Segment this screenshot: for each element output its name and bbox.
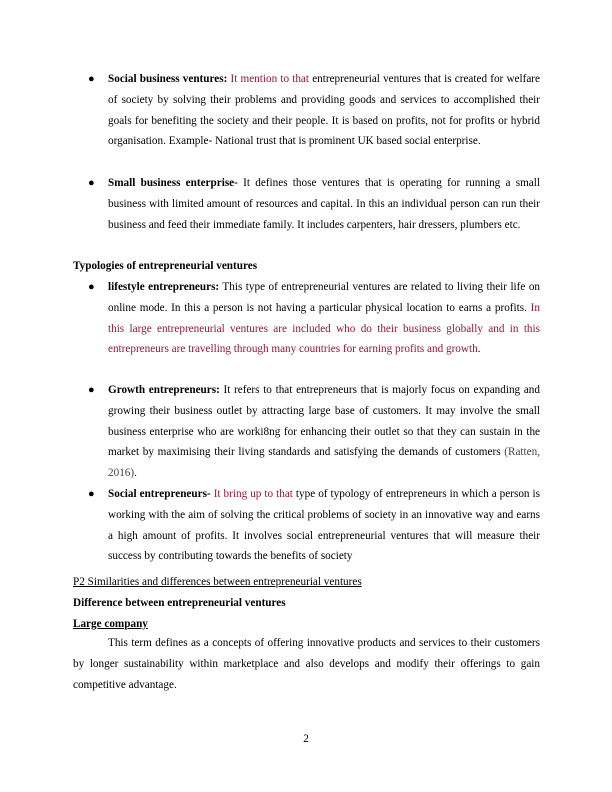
body-text: type of typology of entrepreneurs in which a person is working with the aim of solving the critical problems of society in an innovative way and earns a high amount of profits. It involves social entrepreneurial ventures that will measure their success by contributing towards the benefits of society [108, 488, 540, 563]
sentence-end: . [477, 343, 481, 356]
venture-paragraph [108, 69, 540, 152]
highlighted-text: It bring up to that [210, 488, 293, 500]
body-text: It refers to that entrepreneurs that is majorly focus on expanding and growing their business outlet by attracting large base of customers. It may involve the small business enterprise who are worki8ng for enhancing their outlet so that they can sustain in the market by maximising their living standards and satisfying the demands of customers [108, 384, 540, 459]
term-label: Growth entrepreneurs: [108, 384, 220, 396]
term-label: Social entrepreneurs- [108, 488, 211, 500]
body-text: It defines those ventures that is operating for running a small business with limited amount of resources and capital. In this an individual person can run their business and feed their immediate family. It includes carpenters, hair dressers, plumbers etc. [108, 177, 540, 231]
typology-paragraph [108, 380, 540, 484]
subheading-difference: Difference between entrepreneurial ventures [73, 597, 286, 609]
body-text: This type of entrepreneurial ventures are related to living their life on online mode. In this a person is not having a particular physical location to earns a profits. [108, 281, 541, 314]
bullet: ● [88, 281, 95, 293]
term-label: lifestyle entrepreneurs: [108, 281, 220, 293]
bullet: ● [88, 177, 95, 189]
bullet: ● [88, 384, 95, 396]
subheading-large-company: Large company [73, 618, 148, 630]
term-label: Small business enterprise- [108, 177, 238, 189]
typology-paragraph [108, 277, 540, 360]
body-text: entrepreneurial ventures that is created for welfare of society by solving their problems and providing goods and services to accomplished their goals for benefiting the society and their people. It is based on profits, not for profits or hybrid organisation. Example- National trust that is prominent UK based social enterprise. [108, 73, 540, 148]
bullet: ● [88, 488, 95, 500]
section-heading: Typologies of entrepreneurial ventures [73, 260, 258, 272]
section-heading-p2: P2 Similarities and differences between entrepreneurial ventures [73, 576, 362, 588]
typology-paragraph [108, 484, 540, 567]
highlighted-text: It mention to that [230, 73, 310, 85]
term-label: Social business ventures: [108, 73, 228, 85]
bullet: ● [88, 73, 95, 85]
page-number: 2 [303, 733, 309, 745]
large-company-paragraph: This term defines as a concepts of offering innovative products and services to their customers by longer sustainability within marketplace and also develops and modify their offerings to gain competitive advantage. [73, 637, 540, 691]
sentence-end: . [134, 467, 137, 480]
venture-paragraph [108, 173, 540, 235]
citation: (Ratten, 2016) [108, 446, 540, 480]
highlighted-text: In this large entrepreneurial ventures are included who do their business globally and in this entrepreneurs are travelling through many countries for earning profits and growth [108, 301, 540, 356]
